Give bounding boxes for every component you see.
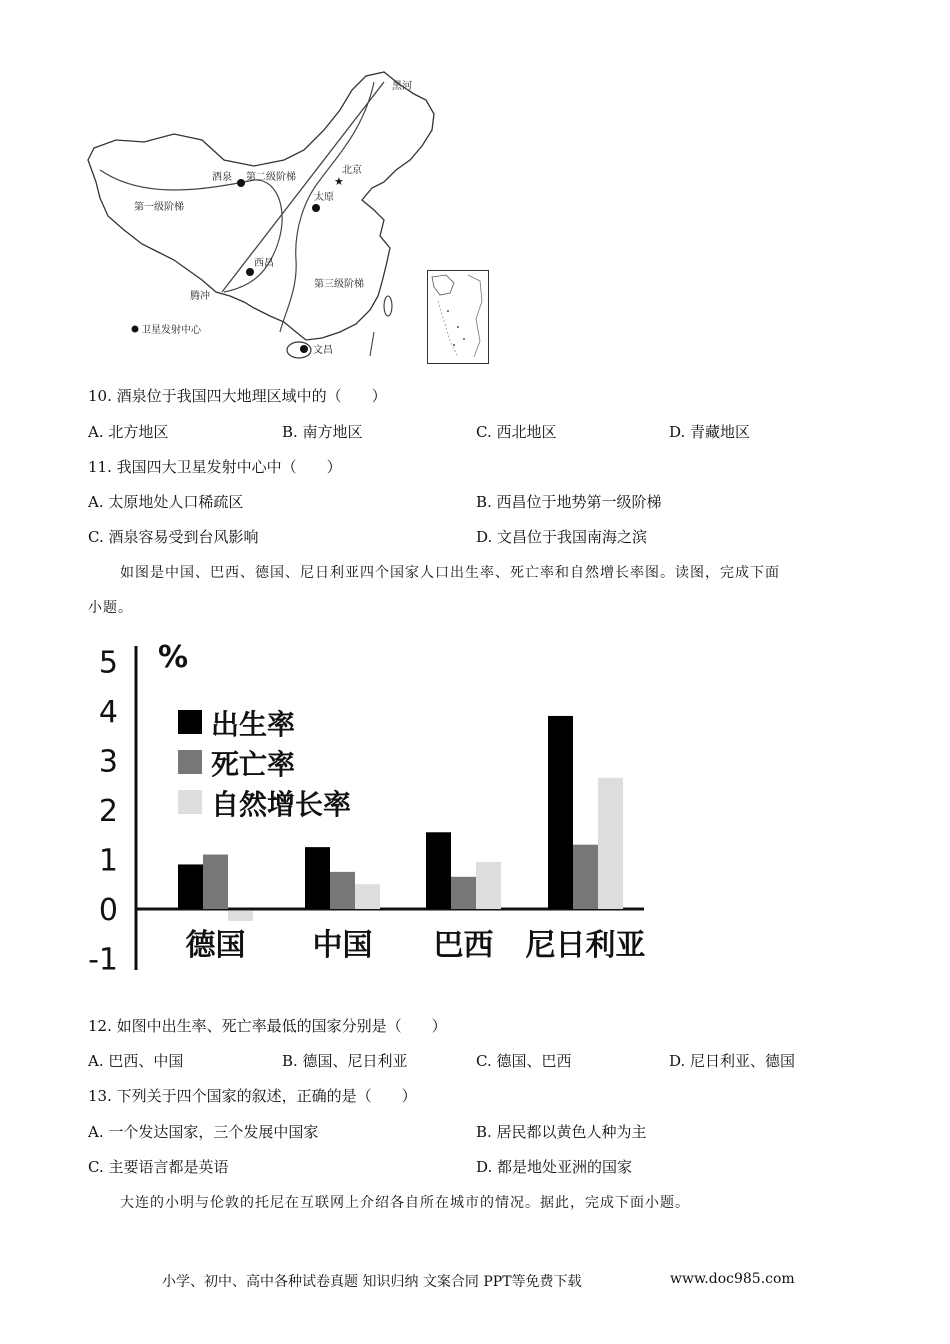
y-tick-label: 5 — [98, 645, 118, 681]
bar-巴西-出生率 — [426, 832, 451, 909]
q10-option-c[interactable]: C. 西北地区 — [476, 423, 557, 441]
beijing-label: 北京 — [342, 165, 362, 176]
legend-marker — [132, 326, 139, 333]
footer-url[interactable]: www.doc985.com — [670, 1271, 795, 1287]
x-category-label: 德国 — [185, 928, 246, 963]
q13-stem: 13. 下列关于四个国家的叙述，正确的是（ ） — [88, 1087, 417, 1105]
q13-option-d[interactable]: D. 都是地处亚洲的国家 — [476, 1158, 633, 1176]
y-tick-label: 0 — [98, 893, 118, 928]
passage-intro: 大连的小明与伦敦的托尼在互联网上介绍各自所在城市的情况。据此，完成下面小题。 — [120, 1195, 690, 1211]
heihe-tengchong-line — [222, 82, 384, 292]
legend-label: 自然增长率 — [211, 788, 352, 821]
q12-stem: 12. 如图中出生率、死亡率最低的国家分别是（ ） — [88, 1017, 447, 1035]
bar-巴西-自然增长率 — [476, 862, 501, 909]
beijing-star-icon: ★ — [334, 175, 344, 188]
y-tick-label: 1 — [98, 843, 118, 879]
q10-option-d[interactable]: D. 青藏地区 — [669, 423, 751, 441]
step2-label: 第二级阶梯 — [246, 172, 296, 183]
taiyuan-marker — [312, 204, 320, 212]
q12-option-d[interactable]: D. 尼日利亚、德国 — [669, 1052, 796, 1070]
legend-swatch-自然增长率 — [178, 790, 202, 814]
wenchang-marker — [300, 345, 308, 353]
legend-label: 卫星发射中心 — [141, 325, 201, 336]
legend-swatch-出生率 — [178, 710, 202, 734]
bar-巴西-死亡率 — [451, 877, 476, 909]
chart-intro-line-2: 小题。 — [88, 600, 133, 616]
q13-option-c[interactable]: C. 主要语言都是英语 — [88, 1158, 229, 1176]
tengchong-label: 腾冲 — [190, 291, 210, 302]
q12-option-c[interactable]: C. 德国、巴西 — [476, 1052, 572, 1070]
footer-text: 小学、初中、高中各种试卷真题 知识归纳 文案合同 PPT等免费下载 — [162, 1274, 582, 1290]
xichang-label: 西昌 — [254, 258, 274, 269]
bar-中国-出生率 — [305, 847, 330, 909]
y-axis-unit-label: % — [158, 640, 189, 675]
legend-label: 出生率 — [211, 708, 296, 741]
y-tick-label: 2 — [98, 794, 118, 829]
bar-中国-自然增长率 — [355, 884, 380, 909]
xichang-marker — [246, 268, 254, 276]
jiuquan-marker — [237, 179, 245, 187]
jiuquan-label: 酒泉 — [212, 172, 232, 183]
taiyuan-label: 太原 — [314, 192, 334, 203]
q10-option-a[interactable]: A. 北方地区 — [88, 423, 169, 441]
legend-swatch-死亡率 — [178, 750, 202, 774]
x-category-label: 中国 — [312, 928, 373, 963]
population-rate-chart — [88, 632, 668, 977]
wenchang-label: 文昌 — [313, 345, 333, 356]
q11-option-c[interactable]: C. 酒泉容易受到台风影响 — [88, 528, 259, 546]
q13-option-a[interactable]: A. 一个发达国家，三个发展中国家 — [88, 1123, 319, 1141]
q11-option-a[interactable]: A. 太原地处人口稀疏区 — [88, 493, 244, 511]
bar-德国-自然增长率 — [228, 911, 253, 921]
step3-label: 第三级阶梯 — [314, 279, 364, 290]
y-tick-label: 4 — [98, 695, 118, 730]
q12-option-a[interactable]: A. 巴西、中国 — [88, 1052, 184, 1070]
q10-stem: 10. 酒泉位于我国四大地理区域中的（ ） — [88, 387, 387, 405]
bar-尼日利亚-出生率 — [548, 716, 573, 909]
heihe-label: 黑河 — [392, 81, 412, 92]
x-category-label: 巴西 — [433, 928, 494, 963]
q12-option-b[interactable]: B. 德国、尼日利亚 — [282, 1052, 408, 1070]
q11-stem: 11. 我国四大卫星发射中心中（ ） — [88, 458, 342, 476]
inset-map — [428, 271, 488, 363]
bar-尼日利亚-自然增长率 — [598, 778, 623, 909]
south-china-sea-inset — [427, 270, 489, 364]
q11-option-d[interactable]: D. 文昌位于我国南海之滨 — [476, 528, 648, 546]
step1-label: 第一级阶梯 — [134, 202, 184, 213]
y-tick-label: -1 — [88, 942, 118, 977]
chart-intro-line-1: 如图是中国、巴西、德国、尼日利亚四个国家人口出生率、死亡率和自然增长率图。读图，完成下面 — [120, 565, 780, 581]
step-boundary-line-2 — [280, 82, 374, 332]
q11-option-b[interactable]: B. 西昌位于地势第一级阶梯 — [476, 493, 662, 511]
bar-中国-死亡率 — [330, 872, 355, 909]
x-category-label: 尼日利亚 — [525, 928, 646, 963]
step-boundary-line-1 — [100, 170, 282, 292]
q13-option-b[interactable]: B. 居民都以黄色人种为主 — [476, 1123, 647, 1141]
bar-德国-死亡率 — [203, 855, 228, 909]
bar-尼日利亚-死亡率 — [573, 845, 598, 909]
bar-德国-出生率 — [178, 864, 203, 909]
south-sea-dash — [370, 332, 374, 356]
legend-label: 死亡率 — [211, 748, 296, 781]
q10-option-b[interactable]: B. 南方地区 — [282, 423, 363, 441]
y-tick-label: 3 — [98, 744, 118, 780]
taiwan-island — [384, 296, 392, 316]
